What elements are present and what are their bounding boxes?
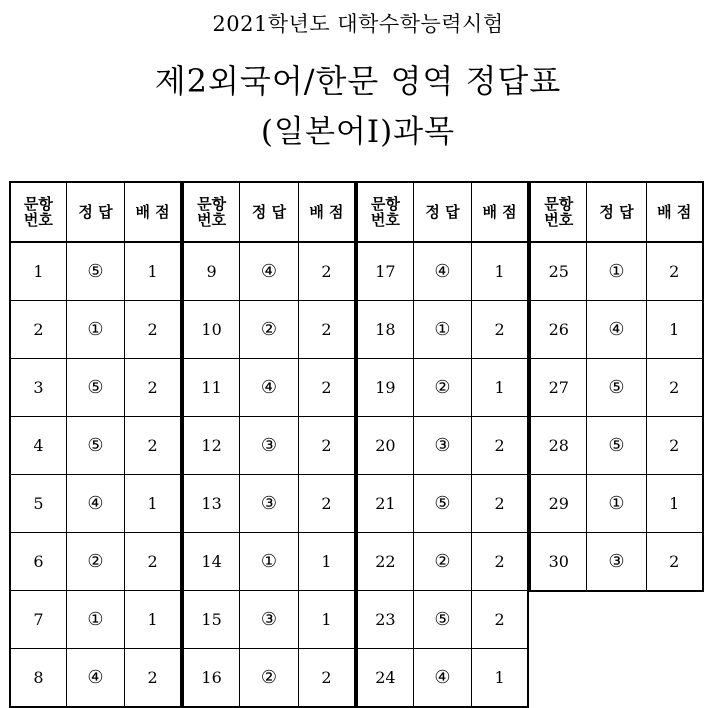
points: 1 bbox=[125, 242, 181, 301]
question-no-header: 문항번호 bbox=[357, 182, 413, 242]
points: 2 bbox=[646, 417, 703, 475]
question-no: 24 bbox=[357, 649, 413, 708]
points-header: 배 점 bbox=[646, 182, 703, 242]
question-no-header: 문항번호 bbox=[10, 182, 66, 242]
table-row bbox=[10, 649, 181, 708]
question-no: 3 bbox=[10, 359, 66, 417]
table-row bbox=[357, 242, 528, 301]
question-no: 25 bbox=[530, 242, 587, 301]
answer: ④ bbox=[413, 242, 471, 301]
answer: ⑤ bbox=[587, 359, 646, 417]
points: 2 bbox=[298, 301, 355, 359]
table-row bbox=[183, 417, 355, 475]
answer: ⑤ bbox=[413, 591, 471, 649]
points: 2 bbox=[298, 242, 355, 301]
points: 2 bbox=[298, 649, 355, 708]
question-no: 16 bbox=[183, 649, 240, 708]
points: 2 bbox=[472, 475, 528, 533]
points: 1 bbox=[125, 475, 181, 533]
points: 2 bbox=[472, 533, 528, 591]
answer: ③ bbox=[413, 417, 471, 475]
points: 2 bbox=[125, 417, 181, 475]
answer: ① bbox=[587, 242, 646, 301]
table-row bbox=[530, 533, 703, 592]
points: 1 bbox=[472, 242, 528, 301]
points: 2 bbox=[298, 475, 355, 533]
answer-header: 정 답 bbox=[587, 182, 646, 242]
question-no: 18 bbox=[357, 301, 413, 359]
points-header: 배 점 bbox=[298, 182, 355, 242]
answer: ④ bbox=[240, 359, 299, 417]
answer: ③ bbox=[240, 591, 299, 649]
answer: ④ bbox=[240, 242, 299, 301]
table-row bbox=[10, 242, 181, 301]
question-no: 9 bbox=[183, 242, 240, 301]
points: 1 bbox=[646, 475, 703, 533]
points: 1 bbox=[472, 359, 528, 417]
header-row bbox=[530, 182, 703, 242]
answer: ⑤ bbox=[66, 242, 124, 301]
answer: ④ bbox=[66, 649, 124, 708]
question-no: 2 bbox=[10, 301, 66, 359]
question-no: 27 bbox=[530, 359, 587, 417]
answer-block-2 bbox=[182, 181, 356, 708]
question-no: 29 bbox=[530, 475, 587, 533]
question-no: 17 bbox=[357, 242, 413, 301]
points: 2 bbox=[125, 301, 181, 359]
header-row bbox=[10, 182, 181, 242]
answer: ② bbox=[66, 533, 124, 591]
answer: ⑤ bbox=[587, 417, 646, 475]
table-row bbox=[10, 591, 181, 649]
question-no: 1 bbox=[10, 242, 66, 301]
question-no: 23 bbox=[357, 591, 413, 649]
answer: ① bbox=[66, 591, 124, 649]
points: 2 bbox=[646, 533, 703, 592]
header-row bbox=[183, 182, 355, 242]
question-no-header: 문항번호 bbox=[530, 182, 587, 242]
table-row bbox=[10, 417, 181, 475]
points: 2 bbox=[646, 242, 703, 301]
points: 1 bbox=[298, 533, 355, 591]
answer: ③ bbox=[240, 475, 299, 533]
table-row bbox=[357, 417, 528, 475]
answer: ② bbox=[413, 359, 471, 417]
table-row bbox=[10, 533, 181, 591]
answer: ② bbox=[240, 301, 299, 359]
answer: ④ bbox=[587, 301, 646, 359]
table-row bbox=[183, 242, 355, 301]
question-no: 19 bbox=[357, 359, 413, 417]
question-no: 8 bbox=[10, 649, 66, 708]
answer: ⑤ bbox=[66, 417, 124, 475]
answer: ② bbox=[413, 533, 471, 591]
question-no: 13 bbox=[183, 475, 240, 533]
question-no: 26 bbox=[530, 301, 587, 359]
answer: ① bbox=[66, 301, 124, 359]
points: 2 bbox=[125, 359, 181, 417]
answer-header: 정 답 bbox=[413, 182, 471, 242]
answer: ① bbox=[413, 301, 471, 359]
points: 1 bbox=[298, 591, 355, 649]
answer: ⑤ bbox=[413, 475, 471, 533]
answer: ③ bbox=[240, 417, 299, 475]
question-no: 12 bbox=[183, 417, 240, 475]
table-row bbox=[530, 301, 703, 359]
answer: ④ bbox=[66, 475, 124, 533]
table-row bbox=[183, 649, 355, 708]
document-subtitle: (일본어Ⅰ)과목 bbox=[260, 114, 456, 150]
points: 2 bbox=[472, 591, 528, 649]
points: 1 bbox=[646, 301, 703, 359]
answer-header: 정 답 bbox=[240, 182, 299, 242]
question-no-header: 문항번호 bbox=[183, 182, 240, 242]
question-no: 14 bbox=[183, 533, 240, 591]
question-no: 7 bbox=[10, 591, 66, 649]
question-no: 20 bbox=[357, 417, 413, 475]
table-row bbox=[183, 475, 355, 533]
points-header: 배 점 bbox=[125, 182, 181, 242]
table-row bbox=[357, 475, 528, 533]
points: 1 bbox=[125, 591, 181, 649]
header-row bbox=[357, 182, 528, 242]
points: 1 bbox=[472, 649, 528, 708]
points: 2 bbox=[472, 417, 528, 475]
table-row bbox=[530, 417, 703, 475]
question-no: 15 bbox=[183, 591, 240, 649]
table-row bbox=[10, 301, 181, 359]
question-no: 6 bbox=[10, 533, 66, 591]
answer: ② bbox=[240, 649, 299, 708]
points: 2 bbox=[298, 417, 355, 475]
table-row bbox=[10, 359, 181, 417]
table-row bbox=[183, 301, 355, 359]
answer-block-4 bbox=[529, 181, 704, 592]
answer: ① bbox=[587, 475, 646, 533]
points-header: 배 점 bbox=[472, 182, 528, 242]
points: 2 bbox=[125, 649, 181, 708]
answer: ① bbox=[240, 533, 299, 591]
table-row bbox=[357, 591, 528, 649]
answer: ④ bbox=[413, 649, 471, 708]
answer-block-3 bbox=[356, 181, 529, 708]
answer-key-tables bbox=[9, 181, 704, 696]
table-row bbox=[530, 242, 703, 301]
answer-block-1 bbox=[9, 181, 182, 708]
table-row bbox=[357, 359, 528, 417]
table-row bbox=[530, 359, 703, 417]
points: 2 bbox=[646, 359, 703, 417]
table-row bbox=[357, 649, 528, 708]
question-no: 10 bbox=[183, 301, 240, 359]
question-no: 21 bbox=[357, 475, 413, 533]
table-row bbox=[183, 533, 355, 591]
question-no: 22 bbox=[357, 533, 413, 591]
table-row bbox=[357, 301, 528, 359]
points: 2 bbox=[125, 533, 181, 591]
question-no: 5 bbox=[10, 475, 66, 533]
answer: ③ bbox=[587, 533, 646, 592]
question-no: 28 bbox=[530, 417, 587, 475]
points: 2 bbox=[298, 359, 355, 417]
document-title: 제2외국어/한문 영역 정답표 bbox=[154, 62, 562, 100]
exam-name: 2021학년도 대학수학능력시험 bbox=[212, 12, 504, 36]
answer: ⑤ bbox=[66, 359, 124, 417]
table-row bbox=[183, 591, 355, 649]
answer-header: 정 답 bbox=[66, 182, 124, 242]
points: 2 bbox=[472, 301, 528, 359]
table-row bbox=[530, 475, 703, 533]
question-no: 30 bbox=[530, 533, 587, 592]
table-row bbox=[357, 533, 528, 591]
question-no: 4 bbox=[10, 417, 66, 475]
table-row bbox=[10, 475, 181, 533]
table-row bbox=[183, 359, 355, 417]
question-no: 11 bbox=[183, 359, 240, 417]
